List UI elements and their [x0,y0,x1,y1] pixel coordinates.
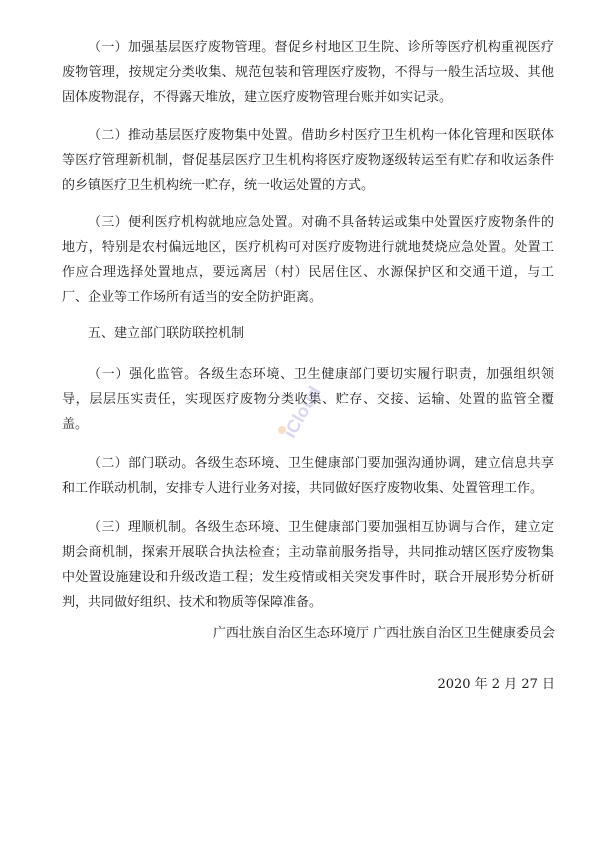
paragraph-onsite-emergency-disposal: （三）便利医疗机构就地应急处置。对确不具备转运或集中处置医疗废物条件的地方，特别是农村偏远地区，医疗机构可对医疗废物进行就地焚烧应急处置。处置工作应合理选择处置地点，要远离居（村）民居住区、水源保护区和交通干道，与工厂、企业等工作场所有适当的安全防护距离。 [62,215,554,305]
watermark-logo [262,372,342,452]
paragraph-strengthen-supervision: （一）强化监管。各级生态环境、卫生健康部门要切实履行职责，加强组织领导，层层压实责任，实现医疗废物分类收集、贮存、交接、运输、处置的监管全覆盖。 [62,367,554,432]
paragraph-centralized-disposal: （二）推动基层医疗废物集中处置。借助乡村医疗卫生机构一体化管理和医联体等医疗管理新机制，督促基层医疗卫生机构将医疗废物逐级转运至有贮存和收运条件的乡镇医疗卫生机构统一贮存，统一收运处置的方式。 [62,128,554,193]
paragraph-basic-waste-management: （一）加强基层医疗废物管理。督促乡村地区卫生院、诊所等医疗机构重视医疗废物管理，按规定分类收集、规范包装和管理医疗废物，不得与一般生活垃圾、其他固体废物混存，不得露天堆放，建立医疗废物管理台账并如实记录。 [62,40,554,105]
paragraph-streamline-mechanism: （三）理顺机制。各级生态环境、卫生健康部门要加强相互协调与合作，建立定期会商机制，探索开展联合执法检查；主动靠前服务指导，共同推动辖区医疗废物集中处置设施建设和升级改造工程；发生疫情或相关突发事件时，联合开展形势分析研判，共同做好组织、技术和物质等保障准备。 [62,520,554,610]
paragraph-department-linkage: （二）部门联动。各级生态环境、卫生健康部门要加强沟通协调，建立信息共享和工作联动机制，安排专人进行业务对接，共同做好医疗废物收集、处置管理工作。 [62,456,554,496]
issue-date: 2020 年 2 月 27 日 [437,677,555,692]
watermark-dot-icon [278,426,286,434]
watermark-text: iCloud [279,382,325,442]
section-heading-joint-mechanism: 五、建立部门联防联控机制 [88,326,245,341]
issuer-signature: 广西壮族自治区生态环境厅 广西壮族自治区卫生健康委员会 [212,626,555,641]
